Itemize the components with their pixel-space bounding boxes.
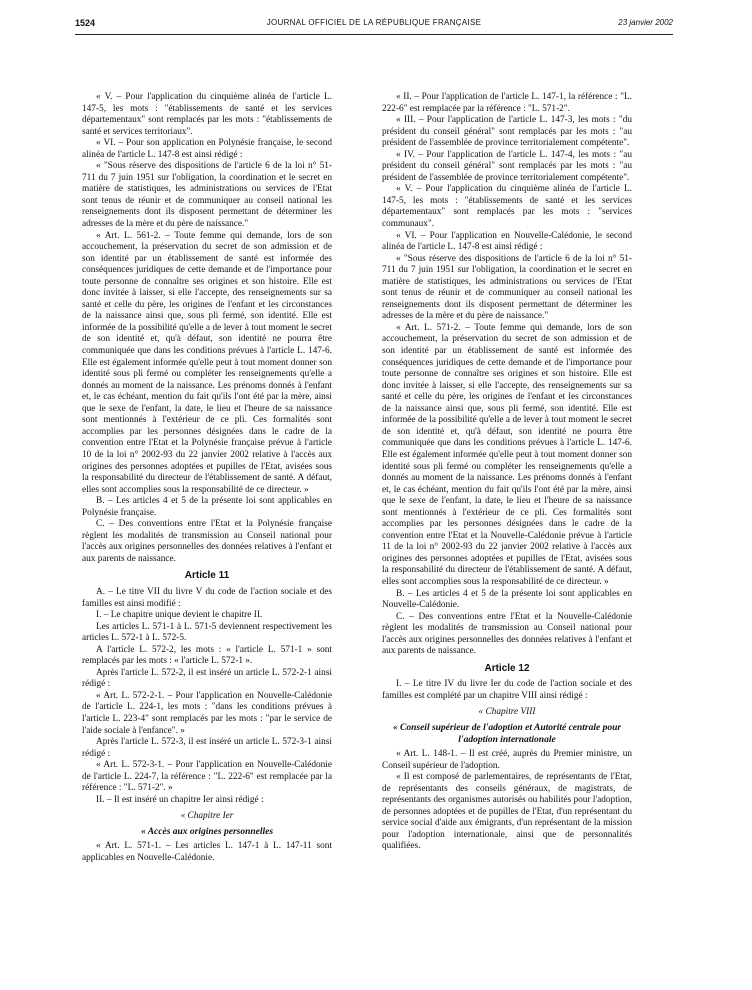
paragraph: B. – Les articles 4 et 5 de la présente loi sont applicables en Polynésie française. (82, 496, 332, 518)
paragraph: « VI. – Pour son application en Polynésie française, le second alinéa de l'article L. 147-8 est ainsi rédigé : (82, 138, 332, 160)
paragraph: « II. – Pour l'application de l'article L. 147-1, la référence : "L. 222-6" est remplacée par la référence : "L. 571-2". (382, 92, 632, 114)
paragraph: « V. – Pour l'application du cinquième alinéa de l'article L. 147-5, les mots : "établissements de santé et les services départementaux" sont remplacés par les mots : "établissements de santé et services territoriaux". (82, 92, 332, 137)
paragraph: « Art. L. 572-2-1. – Pour l'application en Nouvelle-Calédonie de l'article L. 224-1, les mots : "dans les conditions prévues à l'article L. 223-4" sont remplacés par les mots : "par le service de l'aide sociale à l'enfance". » (82, 690, 332, 736)
paragraph: « Art. L. 572-3-1. – Pour l'application en Nouvelle-Calédonie de l'article L. 224-7, la référence : "L. 222-6" est remplacée par la référence : "L. 571-2". » (82, 760, 332, 794)
left-column (82, 92, 332, 865)
paragraph: C. – Des conventions entre l'Etat et la Polynésie française règlent les modalités de transmission au Conseil national pour l'accès aux origines personnelles des données relatives à l'enfant et aux parents de naissance. (82, 519, 332, 564)
paragraph: « "Sous réserve des dispositions de l'article 6 de la loi n° 51-711 du 7 juin 1951 sur l'obligation, la coordination et le secret en matière de statistiques, les administrations ou services de l'Etat sont tenus de réunir et de communiquer au conseil national les renseignements dont ils disposent permettant de déterminer les adresses de la mère et du père de naissance." (82, 161, 332, 230)
page-number: 1524 (75, 18, 96, 28)
chapter-label: « Chapitre VIII (478, 707, 536, 718)
header-divider (75, 34, 673, 35)
paragraph: « Il est composé de parlementaires, de représentants de l'Etat, de représentants des conseils généraux, de magistrats, de représentants des organismes autorisés ou habilités pour l'adoption, de personnes adoptées et de pupilles de l'Etat, d'un représentant du service social d'aide aux émigrants, d'un représentant de la mission pour l'adoption internationale, ainsi que de personnalités qualifiées. (382, 772, 632, 852)
paragraph: « Art. L. 571-2. – Toute femme qui demande, lors de son accouchement, la préservation du secret de son admission et de son identité par un établissement de santé est informée des conséquences juridiques de cette demande et de l'importance pour toute personne de connaître ses origines et son histoire. Elle est donc invitée à laisser, si elle l'accepte, des renseignements sur sa santé et celle du père, les origines de l'enfant et les circonstances de la naissance ainsi que, sous pli fermé, son identité. Elle est informée de la possibilité qu'elle a de lever à tout moment le secret de son identité et, qu'à défaut, son identité ne pourra être communiquée que dans les conditions prévues à l'article L. 147-6. Elle est également informée qu'elle peut à tout moment donner son identité sous pli fermé ou compléter les renseignements qu'elle a donnés au moment de la naissance. Les prénoms donnés à l'enfant et, le cas échéant, mention du fait qu'ils l'ont été par la mère, ainsi que le sexe de l'enfant, la date, le lieu et l'heure de sa naissance sont mentionnés à l'extérieur de ce pli. Ces formalités sont accomplies par les personnes désignées dans le cadre de la convention entre l'Etat et la Nouvelle-Calédonie prévue à l'article 11 de la loi n° 2002-93 du 22 janvier 2002 relative à l'accès aux origines des personnes adoptées et pupilles de l'Etat, avisées sous la responsabilité du directeur de l'établissement de santé. A défaut, elles sont accomplies sous la responsabilité de ce directeur. » (382, 322, 632, 587)
paragraph: II. – Il est inséré un chapitre Ier ainsi rédigé : (96, 794, 264, 805)
paragraph: « IV. – Pour l'application de l'article L. 147-4, les mots : "au président du conseil général" sont remplacés par les mots : "au président de l'assemblée de province territorialement compétente". (382, 149, 632, 183)
paragraph: A. – Le titre VII du livre V du code de l'action sociale et des familles est ainsi modifié : (82, 586, 332, 609)
paragraph: « III. – Pour l'application de l'article L. 147-3, les mots : "du président du conseil général" sont remplacés par les mots : "au président de l'assemblée de province territorialement compétente". (382, 115, 632, 149)
paragraph: « Art. L. 571-1. – Les articles L. 147-1 à L. 147-11 sont applicables en Nouvelle-Calédonie. (82, 841, 332, 863)
paragraph: « Art. L. 148-1. – Il est créé, auprès du Premier ministre, un Conseil supérieur de l'adoption. (382, 749, 632, 771)
chapter-label: « Chapitre Ier (180, 811, 234, 822)
paragraph: B. – Les articles 4 et 5 de la présente loi sont applicables en Nouvelle-Calédonie. (382, 588, 632, 611)
paragraph: I. – Le chapitre unique devient le chapitre II. (96, 610, 263, 621)
chapter-title: « Conseil supérieur de l'adoption et Autorité centrale pour l'adoption internationale (392, 722, 622, 745)
journal-title: JOURNAL OFFICIEL DE LA RÉPUBLIQUE FRANÇAISE (266, 18, 482, 27)
paragraph: « "Sous réserve des dispositions de l'article 6 de la loi n° 51-711 du 7 juin 1951 sur l'obligation, la coordination et le secret en matière de statistiques, les administrations ou services de l'Etat sont tenus de réunir et de communiquer au conseil national les renseignements dont ils disposent permettant de déterminer les adresses de la mère et du père de naissance." (382, 253, 632, 322)
paragraph: Après l'article L. 572-3, il est inséré un article L. 572-3-1 ainsi rédigé : (82, 737, 332, 759)
chapter-title: « Accès aux origines personnelles (140, 826, 274, 837)
publication-date: 23 janvier 2002 (618, 18, 673, 27)
paragraph: « VI. – Pour l'application en Nouvelle-Calédonie, le second alinéa de l'article L. 147-8 est ainsi rédigé : (382, 230, 632, 253)
page-header (75, 16, 673, 30)
article-heading: Article 12 (484, 662, 530, 674)
paragraph: Les articles L. 571-1 à L. 571-5 deviennent respectivement les articles L. 572-1 à L. 572-5. (82, 621, 332, 644)
paragraph: « Art. L. 561-2. – Toute femme qui demande, lors de son accouchement, la préservation du secret de son admission et de son identité par un établissement de santé est informée des conséquences juridiques de cette demande et de l'importance pour toute personne de connaître ses origines et son histoire. Elle est donc invitée à laisser, si elle l'accepte, des renseignements sur sa santé et celle du père, les origines de l'enfant et les circonstances de la naissance ainsi que, sous pli fermé, son identité. Elle est informée de la possibilité qu'elle a de lever à tout moment le secret de son identité et, qu'à défaut, son identité ne pourra être communiquée que dans les conditions prévues à l'article L. 147-6. Elle est également informée qu'elle peut à tout moment donner son identité sous pli fermé ou compléter les renseignements qu'elle a donnés au moment de la naissance. Les prénoms donnés à l'enfant et, le cas échéant, mention du fait qu'ils l'ont été par la mère, ainsi que le sexe de l'enfant, la date, le lieu et l'heure de sa naissance sont mentionnés à l'extérieur de ce pli. Ces formalités sont accomplies par les personnes désignées dans le cadre de la convention entre l'Etat et la Polynésie française prévue à l'article 10 de la loi n° 2002-93 du 22 janvier 2002 relative à l'accès aux origines des personnes adoptées et pupilles de l'Etat, avisées sous la responsabilité du directeur de l'établissement de santé. A défaut, elles sont accomplies sous la responsabilité de ce directeur. » (82, 230, 332, 495)
paragraph: A l'article L. 572-2, les mots : « l'article L. 571-1 » sont remplacés par les mots : « l'article L. 572-1 ». (82, 644, 332, 667)
right-column (382, 92, 632, 853)
paragraph: C. – Des conventions entre l'Etat et la Nouvelle-Calédonie règlent les modalités de transmission au Conseil national pour l'accès aux origines personnelles des données relatives à l'enfant et aux parents de naissance. (382, 611, 632, 657)
paragraph: Après l'article L. 572-2, il est inséré un article L. 572-2-1 ainsi rédigé : (82, 667, 332, 690)
paragraph: I. – Le titre IV du livre Ier du code de l'action sociale et des familles est complété par un chapitre VIII ainsi rédigé : (382, 679, 632, 701)
paragraph: « V. – Pour l'application du cinquième alinéa de l'article L. 147-5, les mots : "établissements de santé et les services départementaux" sont remplacés par les mots : "services communaux". (382, 184, 632, 230)
article-heading: Article 11 (184, 570, 230, 582)
